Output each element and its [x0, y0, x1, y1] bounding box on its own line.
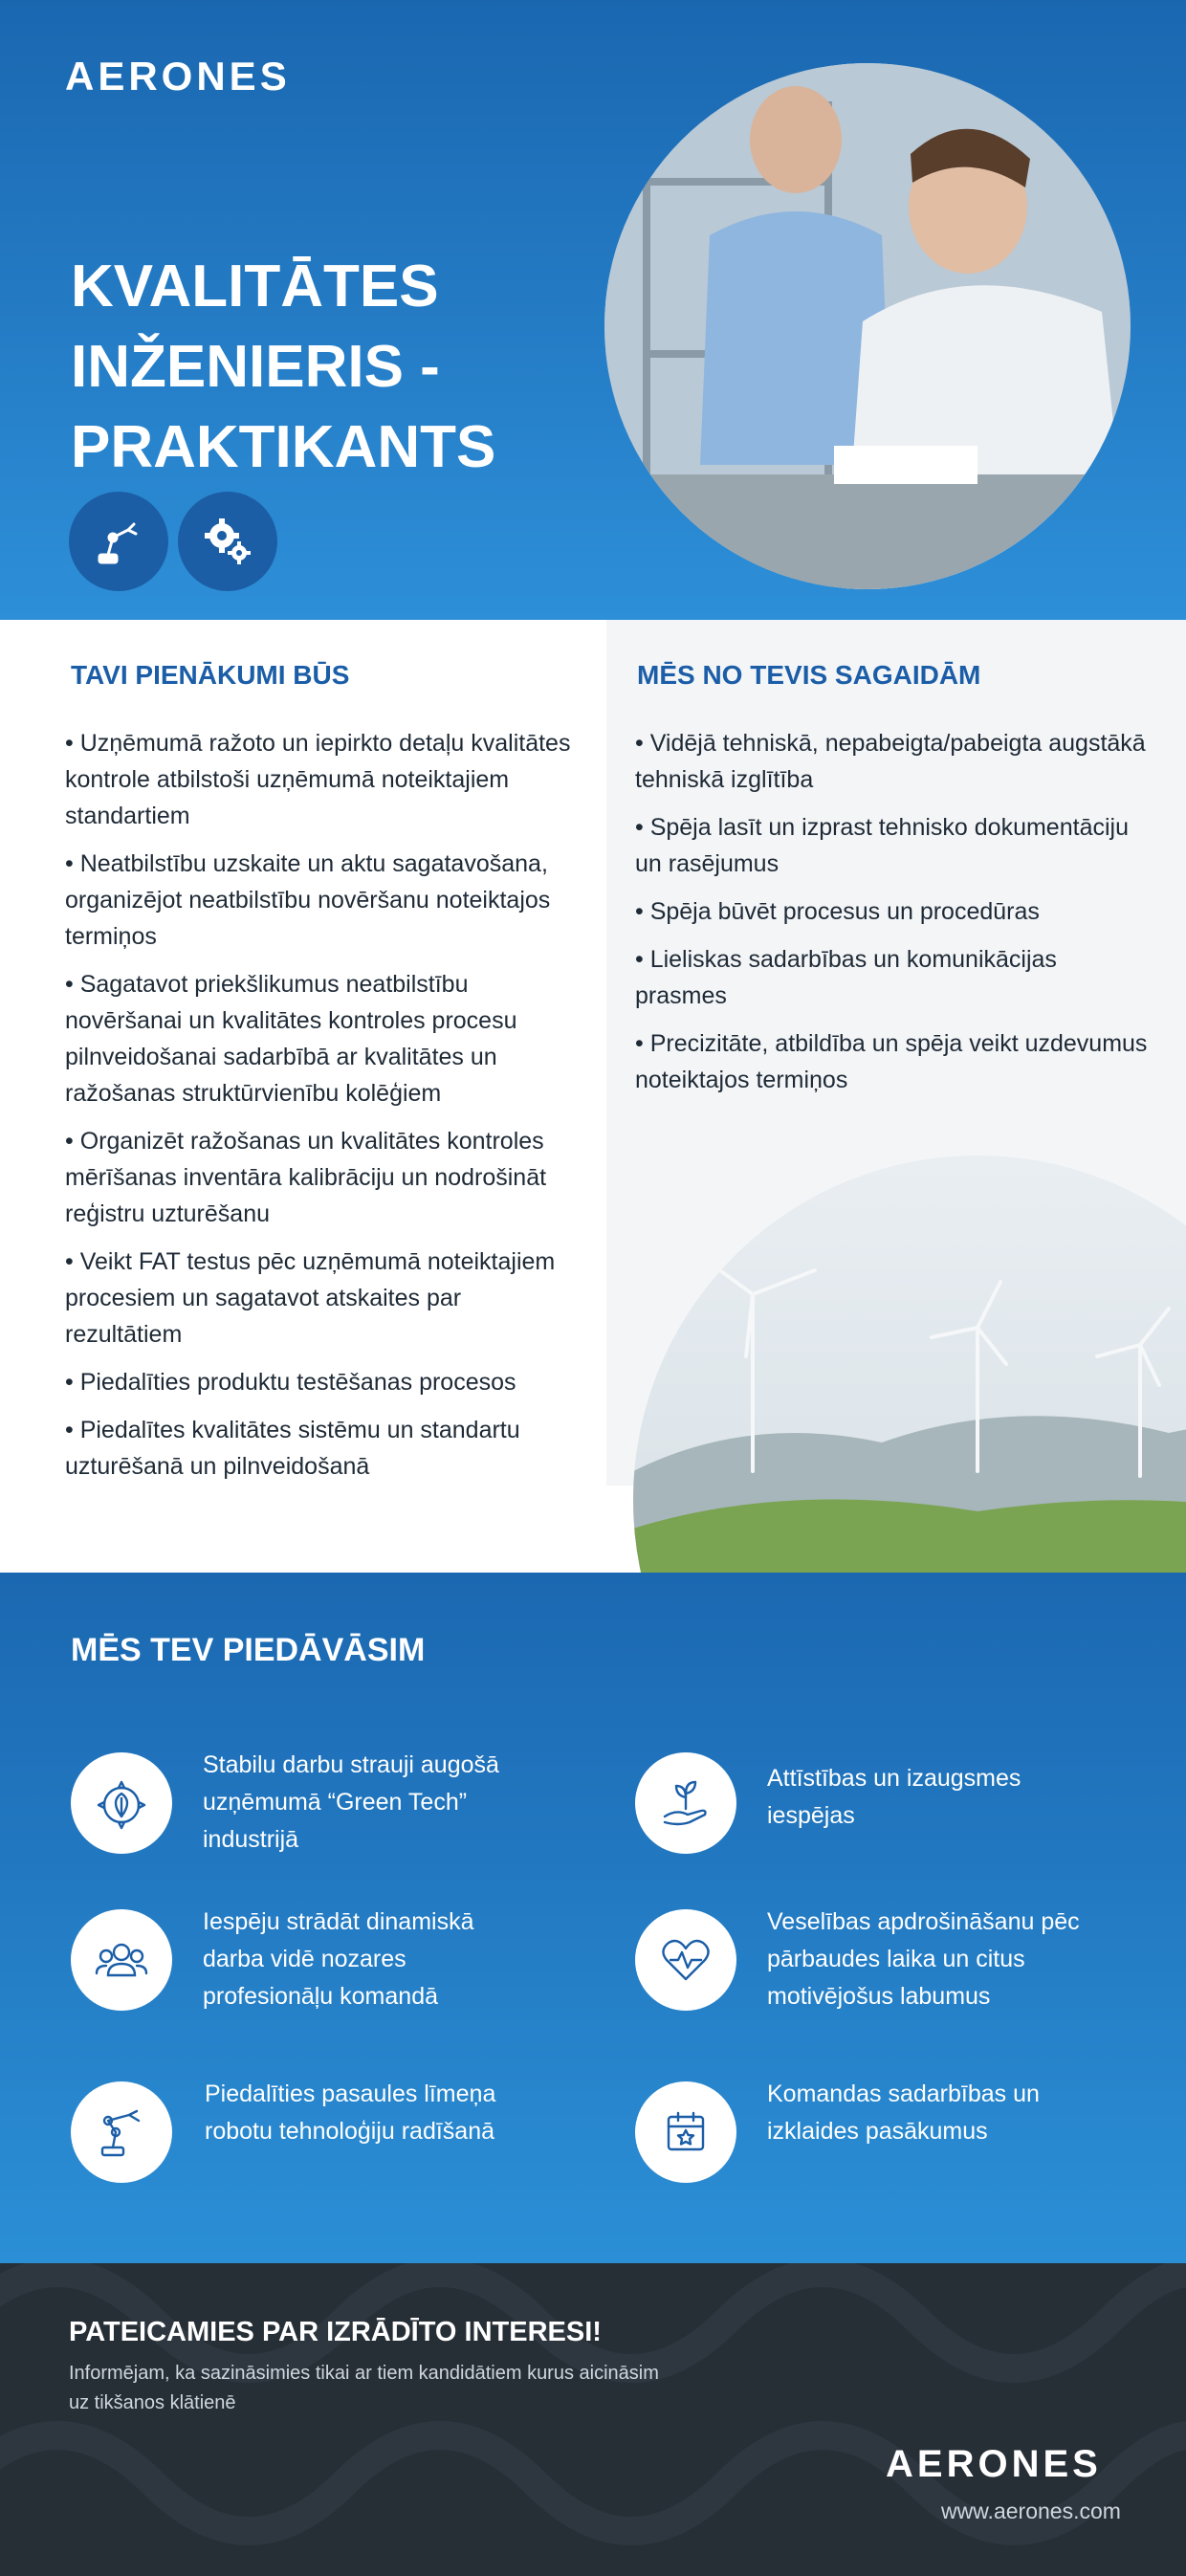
benefit-item: [635, 1904, 1171, 2018]
thanks-title: PATEICAMIES PAR IZRĀDĪTO INTERESI!: [69, 2317, 602, 2347]
engineers-photo: [604, 63, 1131, 589]
expectations-list: [635, 725, 1152, 1110]
benefit-item: [635, 1747, 1171, 1861]
job-title-line-1: KVALITĀTES: [71, 253, 439, 319]
robot-arm-icon: [69, 492, 168, 591]
job-title: [71, 247, 495, 488]
robot-arm-icon: [71, 2081, 172, 2183]
hero-section: [0, 0, 1186, 620]
list-item: • Precizitāte, atbildība un spēja veikt uzdevumus noteiktajos termiņos: [635, 1030, 1148, 1093]
benefit-text: Komandas sadarbības un izklaides pasākumus: [767, 2081, 1040, 2145]
health-heart-icon: [635, 1909, 736, 2011]
list-item: • Neatbilstību uzskaite un aktu sagatavošana, organizējot neatbilstību novēršanu noteiktajos termiņos: [65, 850, 551, 950]
calendar-star-icon: [635, 2081, 736, 2183]
list-item: • Lieliskas sadarbības un komunikācijas prasmes: [635, 946, 1057, 1009]
list-item: • Organizēt ražošanas un kvalitātes kontroles mērīšanas inventāra kalibrāciju un nodrošināt reģistru uzturēšanu: [65, 1128, 547, 1227]
list-item: • Spēja būvēt procesus un procedūras: [635, 898, 1040, 925]
benefit-text: Veselības apdrošināšanu pēc pārbaudes laika un citus motivējošus labumus: [767, 1908, 1080, 2010]
leaf-gear-icon: [71, 1752, 172, 1854]
job-title-line-3: PRAKTIKANTS: [71, 414, 496, 480]
gears-icon: [178, 492, 277, 591]
requirements-section: [0, 620, 1186, 1573]
list-item: • Piedalīties produktu testēšanas procesos: [65, 1369, 516, 1396]
benefit-text: Stabilu darbu strauji augošā uzņēmumā “Green Tech” industrijā: [203, 1751, 499, 1853]
plant-hand-icon: [635, 1752, 736, 1854]
benefits-title: MĒS TEV PIEDĀVĀSIM: [71, 1632, 426, 1668]
list-item: • Vidējā tehniskā, nepabeigta/pabeigta augstākā tehniskā izglītība: [635, 730, 1146, 793]
benefit-text: Attīstības un izaugsmes iespējas: [767, 1765, 1021, 1829]
footer-pattern: [0, 2263, 1186, 2576]
benefit-text: Piedalīties pasaules līmeņa robotu tehnoloģiju radīšanā: [205, 2081, 496, 2145]
benefit-item: [71, 2076, 606, 2191]
job-title-line-2: INŽENIERIS -: [71, 334, 440, 400]
aerones-logo: AERONES: [65, 54, 291, 99]
team-icon: [71, 1909, 172, 2011]
expectations-title: MĒS NO TEVIS SAGAIDĀM: [637, 660, 981, 690]
list-item: • Piedalītes kvalitātes sistēmu un standartu uzturēšanā un pilnveidošanā: [65, 1417, 520, 1480]
duties-list: [65, 725, 582, 1496]
aerones-logo: AERONES: [886, 2443, 1102, 2485]
benefits-section: [0, 1573, 1186, 2263]
duties-title: TAVI PIENĀKUMI BŪS: [71, 660, 350, 690]
list-item: • Veikt FAT testus pēc uzņēmumā noteiktajiem procesiem un sagatavot atskaites par rezultātiem: [65, 1248, 556, 1348]
benefit-item: [71, 1747, 606, 1861]
list-item: • Spēja lasīt un izprast tehnisko dokumentāciju un rasējumus: [635, 814, 1129, 877]
footer-section: [0, 2263, 1186, 2576]
thanks-text: Informējam, ka sazināsimies tikai ar tiem kandidātiem kurus aicināsim uz tikšanos klātienē: [69, 2363, 659, 2413]
benefit-text: Iespēju strādāt dinamiskā darba vidē nozares profesionāļu komandā: [203, 1908, 474, 2010]
benefit-item: [71, 1904, 606, 2018]
benefit-item: [635, 2076, 1171, 2191]
list-item: • Uzņēmumā ražoto un iepirkto detaļu kvalitātes kontrole atbilstoši uzņēmumā noteiktajiem standartiem: [65, 730, 571, 829]
website-link[interactable]: www.aerones.com: [941, 2499, 1121, 2523]
list-item: • Sagatavot priekšlikumus neatbilstību novēršanai un kvalitātes kontroles procesu pilnveidošanai sadarbībā ar kvalitātes un ražošanas struktūrvienību kolēģiem: [65, 971, 517, 1107]
